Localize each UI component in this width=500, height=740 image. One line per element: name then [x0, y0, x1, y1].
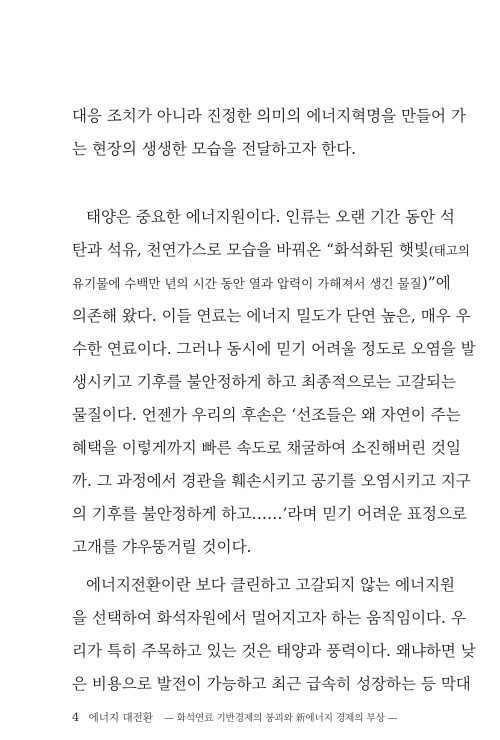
text-line: 혜택을 이렇게까지 빠른 속도로 채굴하여 소진해버린 것일 [72, 439, 461, 457]
text-line: 리가 특히 주목하고 있는 것은 태양과 풍력이다. 왜냐하면 낮 [72, 642, 476, 660]
text-line: 생시키고 기후를 불안정하게 하고 최종적으로는 고갈되는 [72, 373, 456, 391]
text-line: 에너지전환이란 보다 클린하고 고갈되지 않는 에너지원 [86, 576, 456, 594]
text-line [72, 239, 470, 261]
text-line: 대응 조치가 아니라 진정한 의미의 에너지혁명을 만들어 가 [72, 107, 466, 125]
text-fragment: (태고의 [428, 243, 470, 258]
text-line: 을 선택하여 화석자원에서 멀어지고자 하는 움직임이다. 우 [72, 609, 466, 627]
running-title: 에너지 대전환 [88, 712, 153, 724]
text-line: 물질이다. 언젠가 우리의 후손은 ‘선조들은 왜 자연이 주는 [72, 406, 461, 424]
text-line: 까. 그 과정에서 경관을 훼손시키고 공기를 오염시키고 지구 [72, 472, 471, 490]
running-subtitle: — 화석연료 기반경제의 붕괴와 新에너지 경제의 부상 — [164, 713, 398, 724]
page-footer [72, 710, 397, 725]
text-fragment: )”에 [421, 274, 451, 292]
page-number: 4 [72, 710, 80, 724]
text-line [72, 272, 451, 294]
text-fragment: 탄과 석유, 천연가스로 모습을 바꿔온 “화석화된 햇빛 [72, 241, 429, 259]
text-line: 의 기후를 불안정하게 하고……’라며 믿기 어려운 표정으로 [72, 505, 467, 523]
text-line: 수한 연료이다. 그러나 동시에 믿기 어려울 정도로 오염을 발 [72, 340, 476, 358]
text-line: 고개를 갸우뚱거릴 것이다. [72, 538, 252, 556]
text-line: 는 현장의 생생한 모습을 전달하고자 한다. [72, 140, 357, 158]
text-fragment: 유기물에 수백만 년의 시간 동안 열과 압력이 가해져서 생긴 물질 [72, 276, 422, 291]
text-line: 태양은 중요한 에너지원이다. 인류는 오랜 기간 동안 석 [86, 208, 455, 226]
text-line: 의존해 왔다. 이들 연료는 에너지 밀도가 단연 높은, 매우 우 [72, 307, 471, 325]
text-line: 은 비용으로 발전이 가능하고 최근 급속히 성장하는 등 막대 [72, 675, 471, 693]
